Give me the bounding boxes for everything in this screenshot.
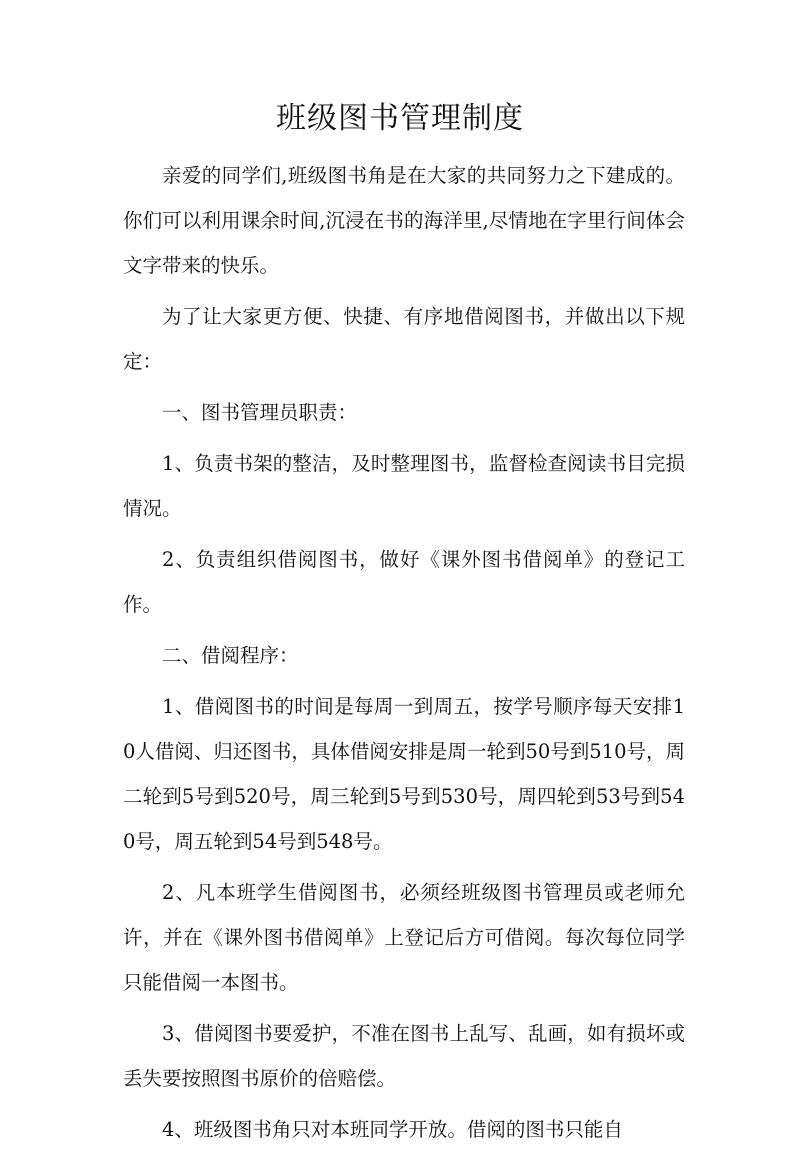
duty-item-2: 2、负责组织借阅图书，做好《课外图书借阅单》的登记工作。: [123, 548, 685, 616]
procedure-item-2: 2、凡本班学生借阅图书，必须经班级图书管理员或老师允许，并在《课外图书借阅单》上登记后方可借阅。每次每位同学只能借阅一本图书。: [123, 881, 685, 994]
section-heading-librarian-duties: 一、图书管理员职责：: [162, 401, 358, 424]
intro-paragraph: 亲爱的同学们,班级图书角是在大家的共同努力之下建成的。你们可以利用课余时间,沉浸在书的海洋里,尽情地在字里行间体会文字带来的快乐。: [123, 164, 685, 277]
procedure-item-3: 3、借阅图书要爱护，不准在图书上乱写、乱画，如有损坏或丢失要按照图书原价的倍赔偿。: [123, 1022, 685, 1090]
document-title: 班级图书管理制度: [276, 101, 524, 136]
duty-item-1: 1、负责书架的整洁，及时整理图书，监督检查阅读书目完损情况。: [123, 452, 685, 520]
purpose-paragraph: 为了让大家更方便、快捷、有序地借阅图书，并做出以下规定：: [123, 305, 685, 373]
section-heading-borrowing-procedure: 二、借阅程序：: [162, 644, 299, 667]
document-body: [123, 153, 685, 1158]
procedure-item-1: 1、借阅图书的时间是每周一到周五，按学号顺序每天安排10人借阅、归还图书，具体借阅安排是周一轮到50号到510号，周二轮到5号到520号，周三轮到5号到530号，周四轮到53号到540号，周五轮到54号到548号。: [123, 695, 685, 853]
procedure-item-4: 4、班级图书角只对本班同学开放。借阅的图书只能自: [162, 1118, 623, 1141]
